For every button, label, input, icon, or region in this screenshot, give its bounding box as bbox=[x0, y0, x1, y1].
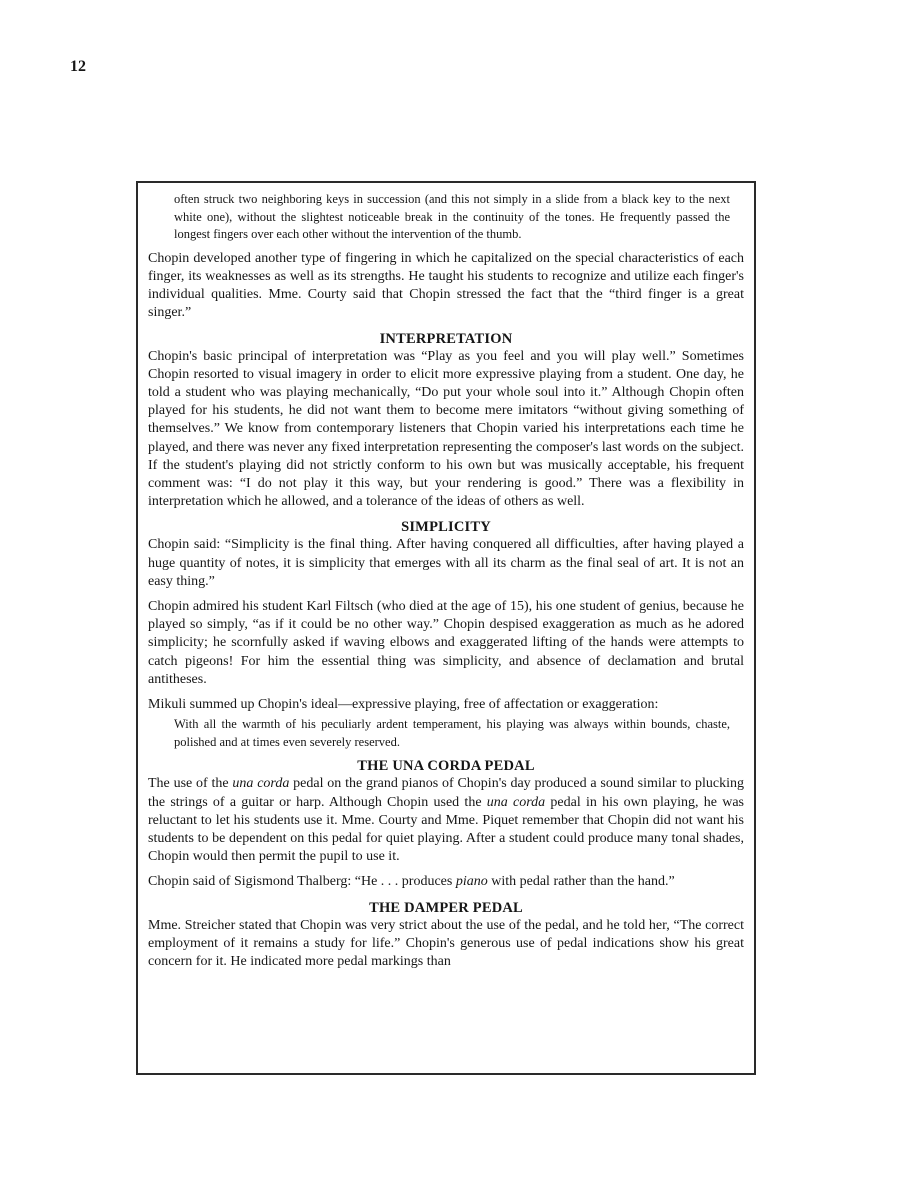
paragraph-thalberg bbox=[148, 873, 744, 891]
paragraph-interpretation: Chopin's basic principal of interpretation was “Play as you feel and you will play well.” Sometimes Chopin resorted to visual imagery in order to elicit more expressive playing from a student. One day, he told a student who was playing mechanically, “Do put your whole soul into it.” Although Chopin often played for his students, he did not want them to become mere imitators “without giving something of themselves.” We know from contemporary listeners that Chopin varied his interpretations each time he played, and there was never any fixed interpretation representing the composer's last words on the subject. If the student's playing did not strictly conform to his own but was musically acceptable, his frequent comment was: “I do not play it this way, but your rendering is good.” There was a flexibility in interpretation which he allowed, and a tolerance of the ideas of others as well. bbox=[148, 348, 744, 510]
heading-una-corda-pedal: THE UNA CORDA PEDAL bbox=[357, 758, 535, 775]
thalberg-text-2: with pedal rather than the hand.” bbox=[487, 874, 675, 890]
heading-simplicity: SIMPLICITY bbox=[401, 519, 491, 536]
paragraph-fingering: Chopin developed another type of fingering in which he capitalized on the special characteristics of each finger, its weaknesses as well as its strengths. He taught his students to recognize and utilize each finger's individual qualities. Mme. Courty said that Chopin stressed the fact that the “third finger is a great singer.” bbox=[148, 250, 744, 321]
paragraph-mikuli: Mikuli summed up Chopin's ideal—expressive playing, free of affectation or exaggeration: bbox=[148, 697, 659, 713]
heading-damper-pedal: THE DAMPER PEDAL bbox=[369, 899, 523, 916]
una-corda-text-2: pedal on the grand pianos of Chopin's day produced a sound similar to plucking the strings of a guitar or harp. Although Chopin used the bbox=[148, 776, 744, 810]
heading-interpretation: INTERPRETATION bbox=[379, 330, 513, 347]
paragraph-filtsch: Chopin admired his student Karl Filtsch (who died at the age of 15), his one student of genius, because he played so simply, “as if it could be no other way.” Chopin despised exaggeration as much as he adored simplicity; he scornfully asked if waving elbows and exaggerated lifting of the hands were attempts to catch pigeons! For him the essential thing was simplicity, and absence of declamation and brutal antitheses. bbox=[148, 599, 744, 687]
una-corda-term-2: una corda bbox=[486, 794, 546, 810]
paragraph-damper: Mme. Streicher stated that Chopin was very strict about the use of the pedal, and he told her, “The correct employment of it remains a study for life.” Chopin's generous use of pedal indications show his great concern for it. He indicated more pedal markings than bbox=[148, 917, 744, 970]
una-corda-text-3: pedal in his own playing, he was reluctant to let his students use it. Mme. Courty and Mme. Piquet remember that Chopin did not want his students to be dependent on this pedal for quiet playing. After a student could produce many tonal shades, Chopin would then permit the pupil to use it. bbox=[148, 794, 744, 865]
una-corda-text-1: The use of the bbox=[148, 776, 233, 792]
thalberg-text-1: Chopin said of Sigismond Thalberg: “He . . . produces bbox=[148, 874, 456, 890]
thalberg-term-piano: piano bbox=[455, 874, 488, 890]
text-frame bbox=[136, 181, 756, 1075]
una-corda-term-1: una corda bbox=[232, 776, 290, 792]
paragraph-una-corda bbox=[148, 775, 744, 866]
paragraph-simplicity-quote: Chopin said: “Simplicity is the final thing. After having conquered all difficulties, after having played a huge quantity of notes, it is simplicity that emerges with all its charm as the final seal of art. It is not an easy thing.” bbox=[148, 537, 744, 589]
block-quote-mikuli: With all the warmth of his peculiarly ardent temperament, his playing was always within bounds, chaste, polished and at times even severely reserved. bbox=[174, 717, 730, 749]
block-quote-fingering: often struck two neighboring keys in succession (and this not simply in a slide from a black key to the next white one), without the slightest noticeable break in the continuity of the tones. He frequently passed the longest fingers over each other without the intervention of the thumb. bbox=[174, 192, 730, 242]
page-number: 12 bbox=[70, 58, 86, 75]
